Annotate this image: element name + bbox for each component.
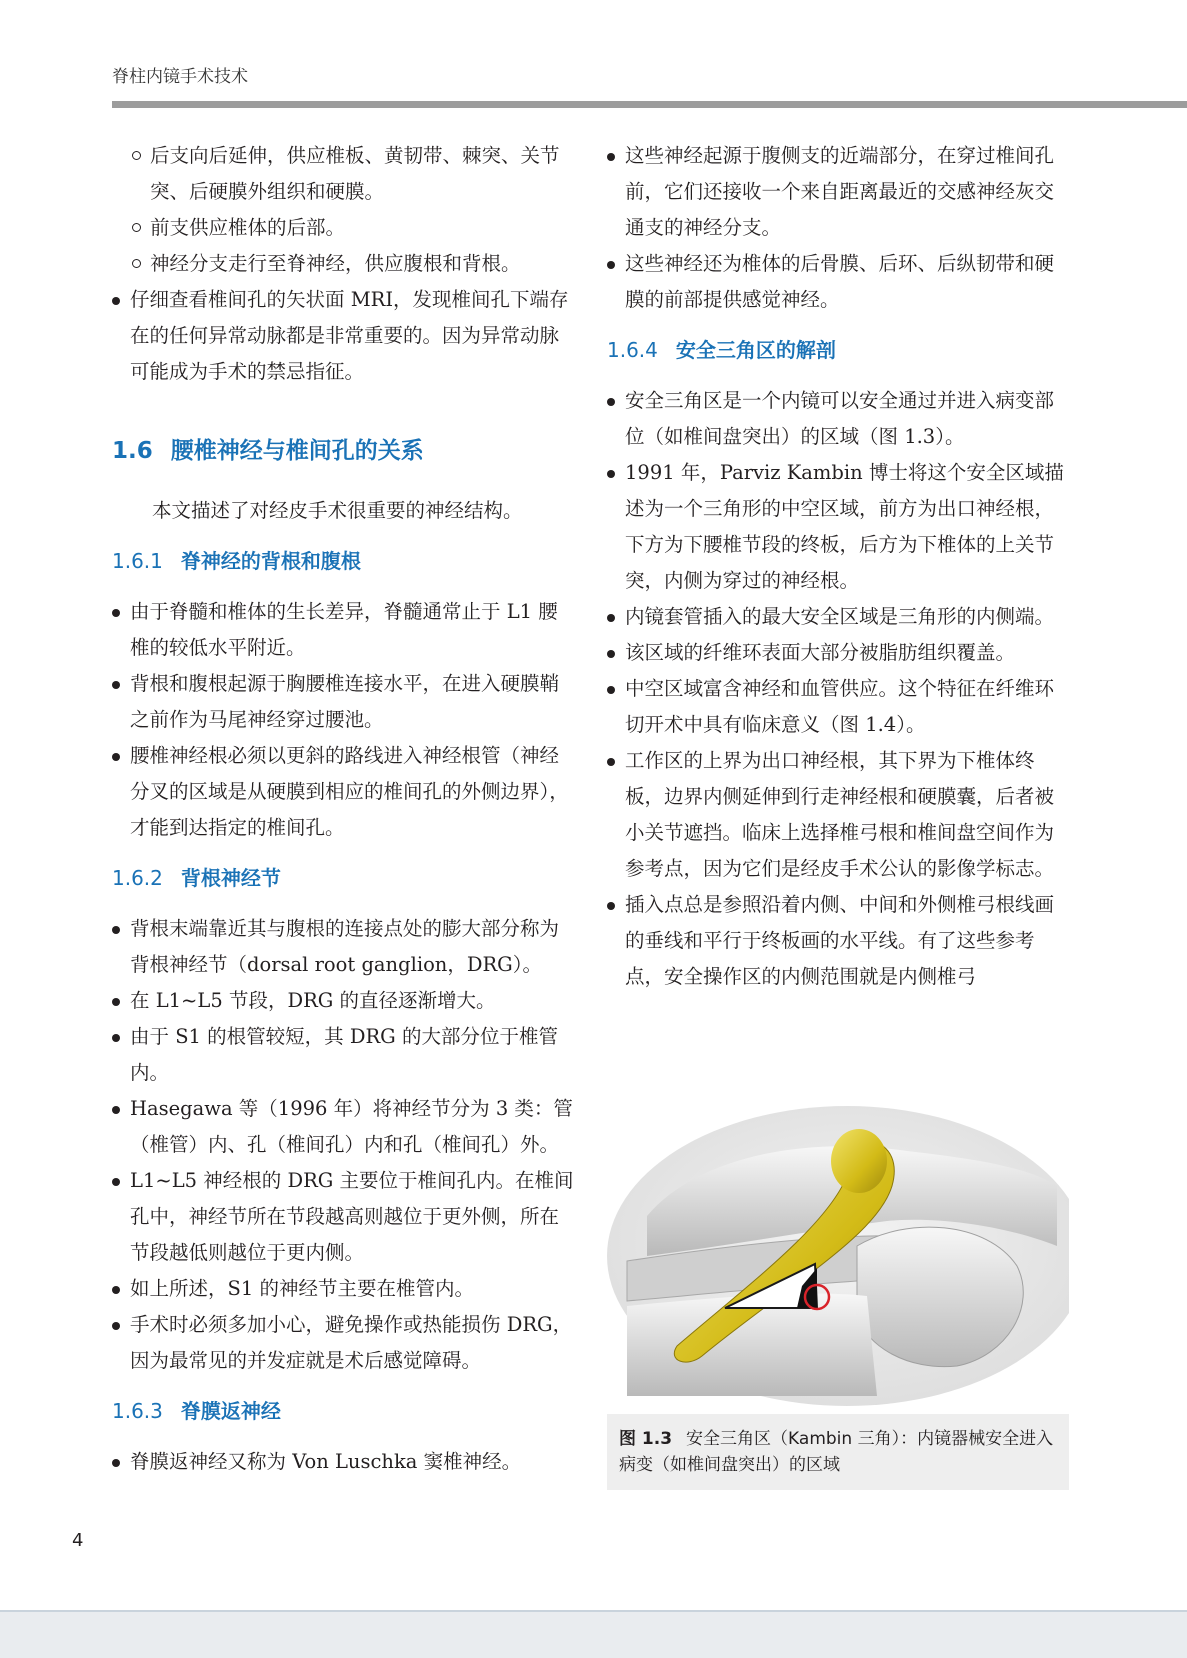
kambin-triangle-illustration bbox=[607, 1096, 1069, 1414]
bullet-icon bbox=[112, 1178, 120, 1186]
list-item: 脊膜返神经又称为 Von Luschka 窦椎神经。 bbox=[112, 1444, 574, 1480]
bullets-1-6-4 bbox=[607, 383, 1069, 995]
list-item: 在 L1~L5 节段，DRG 的直径逐渐增大。 bbox=[112, 983, 574, 1019]
list-item: 背根末端靠近其与腹根的连接点处的膨大部分称为背根神经节（dorsal root ganglion，DRG）。 bbox=[112, 911, 574, 983]
figure-label: 图 1.3 bbox=[619, 1429, 673, 1449]
bullet-icon bbox=[607, 261, 615, 269]
list-item: 如上所述，S1 的神经节主要在椎管内。 bbox=[112, 1271, 574, 1307]
subsection-heading-1-6-4: 1.6.4 安全三角区的解剖 bbox=[607, 338, 836, 362]
list-item: 中空区域富含神经和血管供应。这个特征在纤维环切开术中具有临床意义（图 1.4）。 bbox=[607, 671, 1069, 743]
bullets-1-6-2 bbox=[112, 911, 574, 1379]
list-item: L1~L5 神经根的 DRG 主要位于椎间孔内。在椎间孔中，神经节所在节段越高则越位于更外侧，所在节段越低则越位于更内侧。 bbox=[112, 1163, 574, 1271]
list-item: 前支供应椎体的后部。 bbox=[132, 210, 574, 246]
bullet-icon bbox=[607, 153, 615, 161]
list-item: 神经分支走行至脊神经，供应腹根和背根。 bbox=[132, 246, 574, 282]
bullet-icon bbox=[607, 470, 615, 478]
list-item: 腰椎神经根必须以更斜的路线进入神经根管（神经分叉的区域是从硬膜到相应的椎间孔的外侧边界），才能到达指定的椎间孔。 bbox=[112, 738, 574, 846]
list-item: 工作区的上界为出口神经根，其下界为下椎体终板，边界内侧延伸到行走神经根和硬膜囊，后者被小关节遮挡。临床上选择椎弓根和椎间盘空间作为参考点，因为它们是经皮手术公认的影像学标志。 bbox=[607, 743, 1069, 887]
header-rule bbox=[112, 101, 1187, 108]
section-intro-paragraph: 本文描述了对经皮手术很重要的神经结构。 bbox=[152, 499, 523, 522]
bullet-icon bbox=[607, 758, 615, 766]
list-item: 仔细查看椎间孔的矢状面 MRI，发现椎间孔下端存在的任何异常动脉都是非常重要的。因为异常动脉可能成为手术的禁忌指征。 bbox=[112, 282, 574, 390]
figure-1-3 bbox=[607, 1096, 1069, 1494]
bullet-icon bbox=[112, 753, 120, 761]
bullet-icon bbox=[112, 1286, 120, 1294]
bullet-icon bbox=[112, 681, 120, 689]
subsection-heading-1-6-2: 1.6.2 背根神经节 bbox=[112, 866, 281, 890]
bullet-icon bbox=[112, 1459, 120, 1467]
subsection-heading-1-6-3: 1.6.3 脊膜返神经 bbox=[112, 1399, 281, 1423]
list-item: 由于脊髓和椎体的生长差异，脊髓通常止于 L1 腰椎的较低水平附近。 bbox=[112, 594, 574, 666]
circle-bullet-icon bbox=[132, 151, 141, 160]
list-item: 由于 S1 的根管较短，其 DRG 的大部分位于椎管内。 bbox=[112, 1019, 574, 1091]
bullet-icon bbox=[112, 609, 120, 617]
bullet-icon bbox=[112, 926, 120, 934]
list-item: 安全三角区是一个内镜可以安全通过并进入病变部位（如椎间盘突出）的区域（图 1.3）。 bbox=[607, 383, 1069, 455]
list-item: 该区域的纤维环表面大部分被脂肪组织覆盖。 bbox=[607, 635, 1069, 671]
running-header: 脊柱内镜手术技术 bbox=[112, 67, 248, 87]
right-top-bullets bbox=[607, 138, 1069, 318]
page-number: 4 bbox=[72, 1530, 84, 1551]
list-item: 这些神经还为椎体的后骨膜、后环、后纵韧带和硬膜的前部提供感觉神经。 bbox=[607, 246, 1069, 318]
bullet-icon bbox=[112, 1322, 120, 1330]
list-item: 插入点总是参照沿着内侧、中间和外侧椎弓根线画的垂线和平行于终板画的水平线。有了这些参考点，安全操作区的内侧范围就是内侧椎弓 bbox=[607, 887, 1069, 995]
bullet-icon bbox=[607, 902, 615, 910]
bullet-icon bbox=[607, 614, 615, 622]
footer-band bbox=[0, 1610, 1187, 1658]
list-item: 这些神经起源于腹侧支的近端部分，在穿过椎间孔前，它们还接收一个来自距离最近的交感神经灰交通支的神经分支。 bbox=[607, 138, 1069, 246]
bullet-icon bbox=[607, 686, 615, 694]
list-item: 背根和腹根起源于胸腰椎连接水平，在进入硬膜鞘之前作为马尾神经穿过腰池。 bbox=[112, 666, 574, 738]
intro-bullets bbox=[112, 282, 574, 390]
right-column bbox=[607, 138, 1069, 995]
list-item: 手术时必须多加小心，避免操作或热能损伤 DRG，因为最常见的并发症就是术后感觉障碍。 bbox=[112, 1307, 574, 1379]
list-item: 内镜套管插入的最大安全区域是三角形的内侧端。 bbox=[607, 599, 1069, 635]
superior-articular-process bbox=[857, 1227, 1023, 1367]
bullet-icon bbox=[607, 650, 615, 658]
circle-bullet-icon bbox=[132, 259, 141, 268]
bullet-icon bbox=[112, 297, 120, 305]
intro-sublist bbox=[112, 138, 574, 282]
bullet-icon bbox=[607, 398, 615, 406]
figure-caption bbox=[607, 1414, 1069, 1490]
subsection-heading-1-6-1: 1.6.1 脊神经的背根和腹根 bbox=[112, 549, 361, 573]
bullet-icon bbox=[112, 1106, 120, 1114]
list-item: Hasegawa 等（1996 年）将神经节分为 3 类：管（椎管）内、孔（椎间孔）内和孔（椎间孔）外。 bbox=[112, 1091, 574, 1163]
bullet-icon bbox=[112, 998, 120, 1006]
figure-caption-text: 安全三角区（Kambin 三角）：内镜器械安全进入病变（如椎间盘突出）的区域 bbox=[619, 1429, 1054, 1475]
left-column bbox=[112, 138, 574, 1480]
bullet-icon bbox=[112, 1034, 120, 1042]
bullets-1-6-3 bbox=[112, 1444, 574, 1480]
list-item: 后支向后延伸，供应椎板、黄韧带、棘突、关节突、后硬膜外组织和硬膜。 bbox=[132, 138, 574, 210]
dorsal-root-ganglion bbox=[831, 1129, 887, 1193]
bullets-1-6-1 bbox=[112, 594, 574, 846]
list-item: 1991 年，Parviz Kambin 博士将这个安全区域描述为一个三角形的中空区域，前方为出口神经根，下方为下腰椎节段的终板，后方为下椎体的上关节突，内侧为穿过的神经根。 bbox=[607, 455, 1069, 599]
section-heading-1-6: 1.6 腰椎神经与椎间孔的关系 bbox=[112, 438, 424, 464]
circle-bullet-icon bbox=[132, 223, 141, 232]
